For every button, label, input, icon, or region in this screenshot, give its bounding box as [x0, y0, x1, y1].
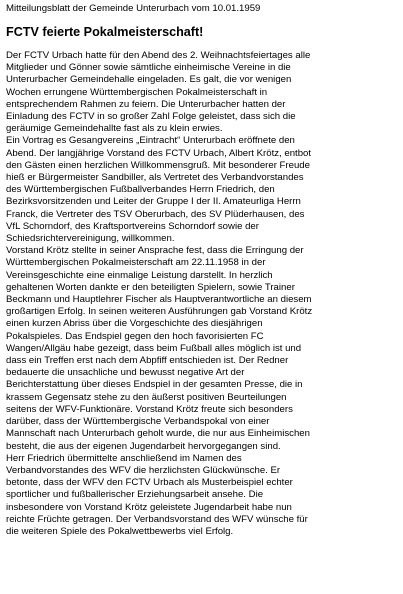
article-line: Pokalspieles. Das Endspiel gegen den hoch favorisierten FC — [6, 330, 264, 342]
article-line: insbesondere von Vorstand Krötz geleistete Jugendarbeit habe nun — [6, 501, 292, 513]
article-line: dass ein Treffen erst nach dem Abpfiff entschieden ist. Der Redner — [6, 355, 289, 367]
article-line: großartigen Erfolg. In seinen weiteren Ausführungen gab Vorstand Krötz — [6, 306, 313, 318]
article-line: Abend. Der langjährige Vorstand des FCTV Urbach, Albert Krötz, entbot — [6, 147, 312, 159]
article-line: Mannschaft nach Unterurbach geholt wurde, die nur aus Einheimischen — [6, 428, 310, 440]
article-line: Württembergischen Pokalmeisterschaft am 22.11.1958 in der — [6, 257, 266, 269]
article-line: krassem Gegensatz stehe zu den äußerst positiven Beurteilungen — [6, 391, 287, 403]
article-line: hieß er Bürgermeister Sandbiller, als Vertretet des Verbandvorstandes — [6, 172, 304, 184]
article-line: Franck, die Vertreter des TSV Oberurbach, des SV Plüderhausen, des — [6, 208, 305, 220]
article-line: Vorstand Krötz stellte in seiner Ansprache fest, dass die Erringung der — [6, 245, 304, 257]
article-headline: FCTV feierte Pokalmeisterschaft! — [6, 25, 204, 39]
article-line: Mitglieder und Gönner sowie sämtliche einheimische Vereine in die — [6, 62, 291, 74]
article-line: darüber, dass der Württembergische Verbandspokal von einer — [6, 416, 270, 428]
article-line: Verbandvorstandes des WFV die herzlichsten Glückwünsche. Er — [6, 464, 281, 476]
article-line: betonte, dass der WFV den FCTV Urbach als Musterbeispiel echter — [6, 477, 293, 489]
article-line: Einladung des FCTV in so großer Zahl Folge geleistet, dass sich die — [6, 111, 296, 123]
article-line: seitens der WFV-Funktionäre. Vorstand Krötz freute sich besonders — [6, 403, 293, 415]
article-line: Vereinsgeschichte eine einmalige Leistung darstellt. In herzlich — [6, 269, 273, 281]
article-line: Ein Vortrag es Gesangvereins „Eintracht“ Unterurbach eröffnete den — [6, 135, 295, 147]
article-line: Unterurbacher Gemeindehalle eingeladen. Es galt, die vor wenigen — [6, 74, 292, 86]
article-line: die weiteren Spiele des Pokalwettbewerbs viel Erfolg. — [6, 525, 234, 537]
article-line: einen kurzen Abriss über die Vorgeschichte des diesjährigen — [6, 318, 263, 330]
article-line: Bezirksvorsitzenden und Leiter der Gruppe I der II. Amateurliga Herrn — [6, 196, 301, 208]
article-line: gehaltenen Worten dankte er den beteiligten Spielern, sowie Trainer — [6, 281, 295, 293]
article-line: Beckmann und Hauptlehrer Fischer als Hauptverantwortliche an diesem — [6, 294, 312, 306]
article-line: Schiedsrichtervereinigung, willkommen. — [6, 233, 175, 245]
article-line: besteht, die aus der eigenen Jugendarbeit hervorgegangen sind. — [6, 440, 281, 452]
article-line: des Württembergischen Fußballverbandes Herrn Friedrich, den — [6, 184, 275, 196]
article-line: VfL Schorndorf, des Kraftsportvereins Schorndorf sowie der — [6, 220, 259, 232]
article-line: Wochen errungene Württembergischen Pokalmeisterschaft in — [6, 86, 268, 98]
article-line: Der FCTV Urbach hatte für den Abend des 2. Weihnachtsfeiertages alle — [6, 50, 311, 61]
article-line: Herr Friedrich übermittelte anschließend im Namen des — [6, 452, 242, 464]
article-line: Berichterstattung über dieses Endspiel in der gesamten Presse, die in — [6, 379, 303, 391]
article-line: den Gästen einen herzlichen Willkommensgruß. Mit besonderer Freude — [6, 159, 310, 171]
article-line: Wangen/Allgäu habe gezeigt, dass beim Fußball alles möglich ist und — [6, 342, 302, 354]
article-line: reichte Früchte getragen. Der Verbandsvorstand des WFV wünsche für — [6, 513, 308, 525]
article-line: entsprechendem Rahmen zu feiern. Die Unterurbacher hatten der — [6, 98, 286, 110]
article-line: geräumige Gemeindehallte fast als zu klein erwies. — [6, 123, 223, 135]
newsletter-header: Mitteilungsblatt der Gemeinde Unterurbach vom 10.01.1959 — [6, 3, 261, 14]
article-line: sportlicher und fußballerischer Erziehungsarbeit ansehe. Die — [6, 489, 264, 501]
article-body — [6, 50, 398, 538]
article-line: bedauerte die unsachliche und bewusst negative Art der — [6, 367, 245, 379]
